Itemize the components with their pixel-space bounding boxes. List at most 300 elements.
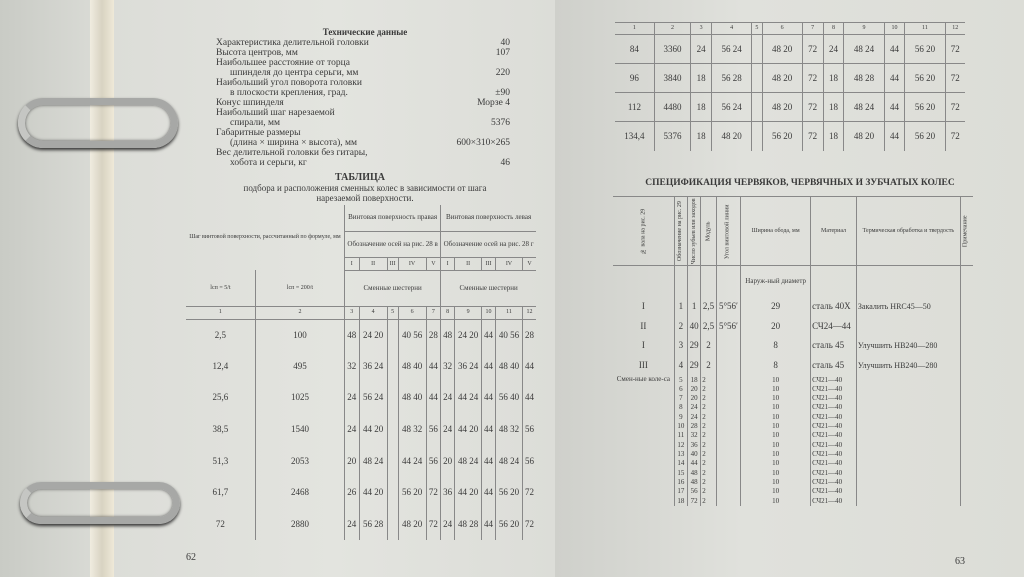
table-cell: 44 24 (398, 445, 426, 477)
empty-cell (716, 459, 740, 468)
table-cell: Закалить HRC45—50 (856, 297, 960, 317)
table-cell (387, 414, 398, 446)
table-cell: 20 (441, 445, 455, 477)
table-cell: 56 24 (711, 93, 751, 122)
table-cell: 24 (688, 413, 701, 422)
gears-label: Смен-ные коле-са (616, 375, 671, 384)
table-cell: 32 (441, 351, 455, 383)
column-number: 6 (398, 307, 426, 319)
table-cell: 10 (741, 459, 811, 468)
table-cell: 9 (674, 413, 687, 422)
table-cell: 32 (345, 351, 360, 383)
table-cell: 24 (441, 508, 455, 540)
table-cell: 2 (701, 413, 717, 422)
table-cell: 72 (426, 477, 441, 509)
table-cell: 2 (701, 478, 717, 487)
table-cell: 56 (522, 445, 536, 477)
table-cell: 2 (701, 496, 717, 506)
table-cell: 56 20 (905, 64, 945, 93)
table-cell: Улучшить HB240—280 (856, 336, 960, 356)
table-cell: 10 (741, 478, 811, 487)
table-cell: 56 28 (359, 508, 387, 540)
worm-spec-table (613, 196, 973, 506)
table-cell: 1 (688, 297, 701, 317)
empty-cell (960, 336, 973, 356)
table-row (613, 356, 973, 376)
binder-ring-top (18, 98, 178, 148)
table-cell: 2468 (255, 477, 344, 509)
table-cell: 48 20 (398, 508, 426, 540)
table-cell: 18 (823, 93, 844, 122)
table-cell: 36 (441, 477, 455, 509)
step-column-header: Шаг винтовой поверхности, рассчитанный по формуле, мм (189, 234, 341, 241)
table-cell: 8 (741, 356, 811, 376)
table-cell: 48 28 (844, 64, 884, 93)
table-cell: 44 (482, 382, 496, 414)
table-cell: СЧ21—40 (811, 469, 857, 478)
table-cell: 10 (674, 422, 687, 431)
table-cell: СЧ21—40 (811, 375, 857, 384)
spec-value: Морзе 4 (477, 98, 510, 108)
table-cell: 10 (741, 375, 811, 384)
empty-cell (960, 356, 973, 376)
empty-cell (674, 266, 687, 297)
table-cell: 3840 (654, 64, 690, 93)
table-cell: 38,5 (212, 424, 229, 434)
table-cell: I (641, 300, 645, 311)
column-number: 9 (844, 23, 884, 35)
column-number: 9 (455, 307, 482, 319)
table-cell: 36 24 (455, 351, 482, 383)
table-cell: 44 (426, 382, 441, 414)
empty-cell (960, 431, 973, 440)
table-cell: 48 (441, 319, 455, 351)
table-cell: 56 20 (398, 477, 426, 509)
table-title: ТАБЛИЦА (335, 172, 385, 183)
empty-cell (856, 450, 960, 459)
table-cell (387, 382, 398, 414)
table-cell: 5376 (654, 122, 690, 151)
table-cell: 48 24 (844, 35, 884, 64)
spec-label: Наибольшее расстояние от торца (216, 58, 350, 68)
table-cell: 14 (674, 459, 687, 468)
table-row (615, 122, 965, 151)
table-row (615, 93, 965, 122)
table-cell: 20 (688, 394, 701, 403)
table-cell: 61,7 (212, 487, 229, 498)
table-cell (387, 351, 398, 383)
spec-label: Высота центров, мм (216, 48, 298, 58)
empty-cell (811, 266, 857, 297)
table-cell: 36 (688, 441, 701, 450)
column-number: 5 (752, 23, 762, 35)
column-number: 7 (426, 307, 441, 319)
empty-cell (960, 413, 973, 422)
table-cell: СЧ21—40 (811, 394, 857, 403)
spec-column-header: Число зубьев или заходов (688, 197, 701, 266)
table-cell: 8 (674, 403, 687, 412)
spec-value: 600×310×265 (456, 138, 510, 148)
empty-cell (856, 469, 960, 478)
table-cell (856, 316, 960, 336)
empty-cell (716, 496, 740, 506)
table-cell: 44 (482, 445, 496, 477)
table-cell: 20 (688, 385, 701, 394)
spec-value: 107 (495, 48, 510, 58)
table-cell: 1025 (255, 382, 344, 414)
table-cell: 18 (823, 122, 844, 151)
table-row (615, 35, 965, 64)
empty-cell (960, 487, 973, 496)
empty-cell (856, 403, 960, 412)
empty-cell (960, 266, 973, 297)
table-cell: 7 (674, 394, 687, 403)
table-cell: 56 20 (496, 508, 523, 540)
empty-cell (960, 450, 973, 459)
table-cell: 44 (884, 122, 905, 151)
table-cell: 40 (688, 316, 701, 336)
table-cell: 29 (688, 356, 701, 376)
table-cell: СЧ21—40 (811, 450, 857, 459)
table-cell: 32 (688, 431, 701, 440)
empty-cell (716, 375, 740, 384)
empty-cell (960, 316, 973, 336)
table-cell: 48 (688, 469, 701, 478)
table-cell: 2 (701, 336, 717, 356)
table-cell: 8 (741, 336, 811, 356)
table-cell: 4480 (654, 93, 690, 122)
table-cell (716, 356, 740, 376)
table-cell: 18 (688, 375, 701, 384)
table-cell: 56 20 (496, 477, 523, 509)
empty-cell (856, 478, 960, 487)
table-cell: 48 24 (496, 445, 523, 477)
table-cell: 40 56 (496, 319, 523, 351)
table-cell: 2 (701, 403, 717, 412)
spec-label: Наибольший шаг нарезаемой (216, 108, 335, 118)
table-cell: 36 24 (359, 351, 387, 383)
spec-label: Наибольший угол поворота головки (216, 78, 362, 88)
table-cell: 1 (674, 297, 687, 317)
column-number: 6 (762, 23, 802, 35)
table-cell: СЧ21—40 (811, 496, 857, 506)
column-number: 12 (522, 307, 536, 319)
spec-column-header: Модуль (701, 197, 717, 266)
table-row (613, 297, 973, 317)
table-cell: СЧ21—40 (811, 487, 857, 496)
table-cell: СЧ21—40 (811, 459, 857, 468)
table-cell: 18 (674, 496, 687, 506)
empty-cell (716, 422, 740, 431)
empty-cell (856, 375, 960, 384)
empty-cell (856, 431, 960, 440)
table-cell: СЧ21—40 (811, 413, 857, 422)
table-row (613, 375, 973, 384)
table-cell: 44 (884, 64, 905, 93)
spec-value: 5376 (491, 118, 510, 128)
table-cell: 10 (741, 469, 811, 478)
table-cell: 48 20 (762, 64, 802, 93)
spec-value: ±90 (495, 88, 510, 98)
table-cell: 44 (482, 477, 496, 509)
table-row (613, 316, 973, 336)
table-row (615, 64, 965, 93)
table-cell: 44 (482, 319, 496, 351)
table-cell: 24 (345, 508, 360, 540)
column-number: 3 (691, 23, 712, 35)
table-cell: СЧ24—44 (811, 316, 857, 336)
column-number: 1 (615, 23, 654, 35)
table-cell: 51,3 (212, 455, 229, 466)
empty-cell (716, 431, 740, 440)
table-cell: 2 (701, 394, 717, 403)
table-cell: 84 (629, 43, 639, 54)
table-row (186, 414, 536, 446)
spec-column-header: № вала на рис. 29 (613, 197, 674, 266)
table-cell: СЧ21—40 (811, 403, 857, 412)
table-cell: 24 (441, 414, 455, 446)
table-cell: 48 24 (455, 445, 482, 477)
table-cell: СЧ21—40 (811, 441, 857, 450)
table-cell: 24 20 (455, 319, 482, 351)
table-cell: 18 (691, 64, 712, 93)
empty-cell (960, 394, 973, 403)
table-cell (716, 336, 740, 356)
empty-cell (613, 266, 674, 297)
column-number: 8 (823, 23, 844, 35)
table-cell: 1540 (255, 414, 344, 446)
empty-cell (701, 266, 717, 297)
left-surface-header: Винтовая поверхность левая (441, 205, 536, 231)
table-cell: 72 (522, 508, 536, 540)
table-cell: 28 (426, 319, 441, 351)
table-cell: 40 56 (398, 319, 426, 351)
table-cell: 13 (674, 450, 687, 459)
table-cell: 56 24 (711, 35, 751, 64)
table-cell: 10 (741, 413, 811, 422)
table-cell: 48 24 (844, 93, 884, 122)
binder-ring-bottom (20, 482, 180, 524)
column-number: 2 (255, 307, 344, 319)
table-cell: 18 (691, 122, 712, 151)
table-cell: 24 20 (359, 319, 387, 351)
table-cell: 72 (802, 64, 823, 93)
table-cell: 44 (522, 351, 536, 383)
table-cell: 56 20 (905, 35, 945, 64)
spec-label: Габаритные размеры (216, 128, 301, 138)
empty-cell (688, 266, 701, 297)
spec-label: шпинделя до центра серьги, мм (230, 68, 359, 78)
table-cell: 48 (345, 319, 360, 351)
table-row (186, 351, 536, 383)
roman-axis-label: V (522, 258, 536, 270)
gears-left-header: Сменные шестерни (441, 270, 536, 307)
table-cell: 72 (802, 122, 823, 151)
table-cell: 56 (426, 445, 441, 477)
table-cell: 10 (741, 441, 811, 450)
spec-value: 220 (495, 68, 510, 78)
table-cell: 16 (674, 478, 687, 487)
table-cell: 96 (615, 64, 654, 93)
table-cell: 112 (615, 93, 654, 122)
table-cell: 29 (688, 336, 701, 356)
empty-cell (716, 441, 740, 450)
empty-cell (960, 403, 973, 412)
table-cell: 3 (674, 336, 687, 356)
table-cell: 72 (802, 93, 823, 122)
table-cell (752, 93, 762, 122)
roman-axis-label: II (359, 258, 387, 270)
column-number: 7 (802, 23, 823, 35)
table-cell: 72 (522, 477, 536, 509)
table-cell: 2 (701, 422, 717, 431)
table-cell: 48 40 (398, 351, 426, 383)
table-cell: 72 (945, 64, 965, 93)
table-cell: сталь 45 (811, 356, 857, 376)
table-cell: 4 (674, 356, 687, 376)
table-cell: 44 (482, 351, 496, 383)
table-cell (387, 319, 398, 351)
table-cell: 44 (688, 459, 701, 468)
table-cell: 56 24 (359, 382, 387, 414)
column-number: 3 (345, 307, 360, 319)
table-cell: 2 (701, 431, 717, 440)
table-cell: СЧ21—40 (811, 422, 857, 431)
spec-label: в плоскости крепления, град. (230, 88, 348, 98)
table-cell: 24 (691, 35, 712, 64)
table-row (186, 445, 536, 477)
outer-diameter-label: Наруж-ный диаметр (741, 266, 811, 297)
column-number: 11 (905, 23, 945, 35)
table-cell (387, 445, 398, 477)
table-cell: 17 (674, 487, 687, 496)
table-row (186, 319, 536, 351)
column-number: 10 (482, 307, 496, 319)
empty-cell (960, 441, 973, 450)
table-cell: 29 (741, 297, 811, 317)
table-cell: 2,5 (701, 297, 717, 317)
roman-axis-label: I (345, 258, 360, 270)
empty-cell (856, 413, 960, 422)
table-cell: сталь 45 (811, 336, 857, 356)
table-cell: 12,4 (212, 360, 229, 371)
table-cell: 10 (741, 487, 811, 496)
empty-cell (960, 375, 973, 384)
empty-cell (856, 496, 960, 506)
table-cell: 2 (701, 441, 717, 450)
table-cell: III (638, 360, 648, 371)
table-cell: 11 (674, 431, 687, 440)
roman-axis-label: III (387, 258, 398, 270)
table-cell (387, 477, 398, 509)
table-cell: 24 (688, 403, 701, 412)
table-cell: 56 40 (496, 382, 523, 414)
empty-cell (960, 297, 973, 317)
table-cell: СЧ21—40 (811, 478, 857, 487)
empty-cell (856, 459, 960, 468)
gears-right-header: Сменные шестерни (345, 270, 441, 307)
formula-2: lсп = 200/t (255, 270, 344, 307)
table-cell: 56 (688, 487, 701, 496)
spec-title: Технические данные (322, 27, 408, 37)
empty-cell (856, 441, 960, 450)
table-cell: 28 (522, 319, 536, 351)
table-cell: 72 (215, 518, 225, 529)
empty-cell (960, 459, 973, 468)
table-cell: 24 (345, 382, 360, 414)
table-cell: СЧ21—40 (811, 431, 857, 440)
table-cell: СЧ21—40 (811, 385, 857, 394)
table-row (186, 382, 536, 414)
table-cell: 20 (741, 316, 811, 336)
table-cell: 10 (741, 385, 811, 394)
table-cell: 2880 (255, 508, 344, 540)
table-cell: 10 (741, 403, 811, 412)
table-cell: 44 24 (455, 382, 482, 414)
table-cell (752, 122, 762, 151)
roman-axis-label: IV (398, 258, 426, 270)
column-number: 1 (186, 307, 255, 319)
spec-column-header: Материал (811, 197, 857, 266)
spec-column-header: Примечание (960, 197, 973, 266)
table-cell: 25,6 (212, 392, 229, 403)
table-cell (387, 508, 398, 540)
formula-1: lсп = 5/t (210, 284, 231, 291)
axes-right-header: Обозначение осей на рис. 28 в (345, 231, 441, 257)
table-cell: 24 (441, 382, 455, 414)
empty-cell (856, 487, 960, 496)
table-cell: 2 (701, 459, 717, 468)
empty-cell (716, 394, 740, 403)
gear-selection-table (186, 205, 536, 540)
spec-value: 46 (500, 158, 510, 168)
table-cell: 48 20 (711, 122, 751, 151)
empty-cell (716, 469, 740, 478)
empty-cell (716, 450, 740, 459)
table-cell (752, 35, 762, 64)
empty-cell (856, 422, 960, 431)
table-cell: 2 (701, 375, 717, 384)
table-row (186, 508, 536, 540)
column-number: 8 (441, 307, 455, 319)
roman-axis-label: III (482, 258, 496, 270)
table-cell: I (641, 340, 645, 351)
empty-cell (716, 413, 740, 422)
table-cell: 5°56′ (716, 297, 740, 317)
spec-column-header: Угол винтовой линии (716, 197, 740, 266)
table-cell: 56 20 (905, 122, 945, 151)
table-cell: 26 (345, 477, 360, 509)
table-cell: 15 (674, 469, 687, 478)
table-cell: 2053 (255, 445, 344, 477)
table-cell: 2 (674, 316, 687, 336)
table-cell: 72 (945, 35, 965, 64)
table-cell: 56 28 (711, 64, 751, 93)
table-cell: 5 (674, 375, 687, 384)
table-cell: 48 24 (359, 445, 387, 477)
spec-label: Конус шпинделя (216, 98, 284, 108)
table-cell: 72 (802, 35, 823, 64)
empty-cell (960, 469, 973, 478)
table-cell: 20 (345, 445, 360, 477)
spec-label: хобота и серьги, кг (230, 158, 307, 168)
table-cell: 10 (741, 394, 811, 403)
table-cell: 2 (701, 469, 717, 478)
empty-cell (960, 496, 973, 506)
page-number-right: 63 (955, 556, 965, 567)
right-surface-header: Винтовая поверхность правая (345, 205, 441, 231)
spec-column-header: Обозначение на рис. 29 (674, 197, 687, 266)
